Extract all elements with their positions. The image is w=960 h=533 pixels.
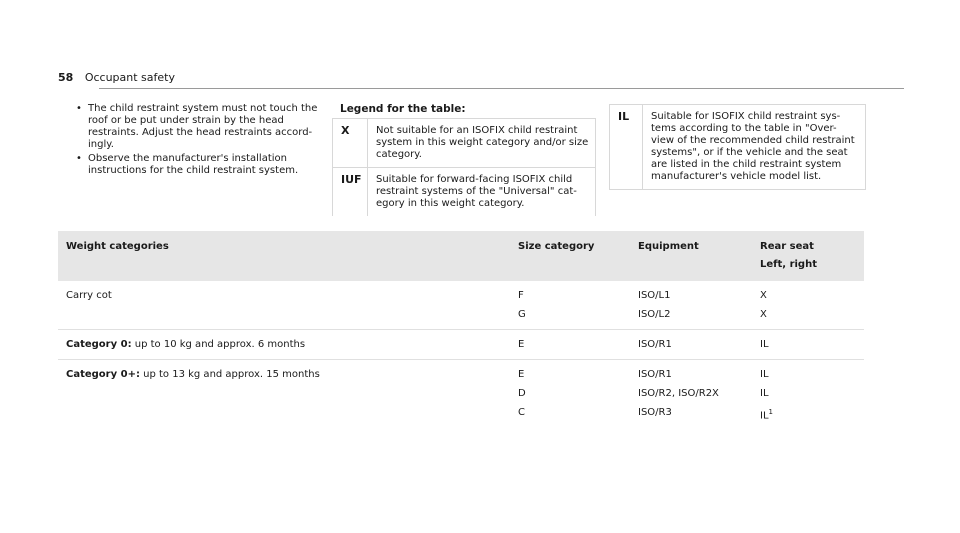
rear-value-text: IL xyxy=(760,369,769,380)
equipment-value-text: ISO/R2, ISO/R2X xyxy=(638,388,719,399)
weight-category-table xyxy=(58,231,864,430)
equipment-value-text: ISO/R1 xyxy=(638,339,672,350)
table-header-row xyxy=(58,231,864,281)
cell-rear xyxy=(752,281,864,330)
rear-value-text: IL xyxy=(760,339,769,350)
legend-description: Suitable for ISOFIX child restraint sys-tems according to the table in "Over-view of the recommended child restraint systems", or if the vehicle and the seat are listed in the child restraint system manufacturer's vehicle model list. xyxy=(651,111,855,182)
page-number: 58 xyxy=(58,71,74,84)
weight-category-text: up to 10 kg and approx. 6 months xyxy=(131,339,306,350)
equipment-value xyxy=(638,286,744,305)
size-value xyxy=(518,384,622,403)
size-value-text: F xyxy=(518,290,524,301)
size-value-text: E xyxy=(518,369,525,380)
rear-value xyxy=(760,365,856,384)
cell-equipment xyxy=(630,281,752,330)
cell-rear xyxy=(752,330,864,360)
rear-value xyxy=(760,305,856,324)
header-rule xyxy=(99,88,904,89)
section-title: Occupant safety xyxy=(84,71,175,84)
cell-rear xyxy=(752,360,864,431)
list-item xyxy=(76,103,326,151)
legend-description: Not suitable for an ISOFIX child restraint system in this weight category and/or size category. xyxy=(376,125,589,160)
size-value-text: D xyxy=(518,388,526,399)
weight-category-label: Category 0: xyxy=(66,339,132,350)
weight-category-text: up to 13 kg and approx. 15 months xyxy=(139,369,320,380)
rear-value xyxy=(760,335,856,354)
legend-code: X xyxy=(333,119,368,167)
size-value xyxy=(518,286,622,305)
equipment-value xyxy=(638,305,744,324)
cell-equipment xyxy=(630,330,752,360)
legend-title: Legend for the table: xyxy=(340,103,466,115)
legend-table-left xyxy=(332,118,596,216)
cell-size xyxy=(510,281,630,330)
rear-value-text: X xyxy=(760,290,767,301)
bullet-list xyxy=(76,103,326,179)
header-weight-categories: Weight categories xyxy=(58,231,510,281)
footnote-marker: 1 xyxy=(768,408,773,416)
table-row xyxy=(58,360,864,431)
header-equipment: Equipment xyxy=(630,231,752,281)
bullet-icon: • xyxy=(76,103,82,114)
cell-weight-category xyxy=(58,360,510,431)
legend-description: Suitable for forward-facing ISOFIX child restraint systems of the "Universal" cat-egory in this weight category. xyxy=(376,174,577,209)
rear-value xyxy=(760,403,856,425)
table-row xyxy=(58,330,864,360)
weight-category-text: Carry cot xyxy=(66,290,112,301)
legend-table-right xyxy=(609,104,866,190)
equipment-value-text: ISO/L1 xyxy=(638,290,671,301)
legend-code: IL xyxy=(610,105,643,189)
cell-weight-category xyxy=(58,330,510,360)
rear-value xyxy=(760,286,856,305)
cell-size xyxy=(510,330,630,360)
equipment-value xyxy=(638,365,744,384)
cell-size xyxy=(510,360,630,431)
legend-row xyxy=(610,105,865,189)
rear-value-text: IL xyxy=(760,410,769,422)
rear-value xyxy=(760,384,856,403)
header-rear-seat xyxy=(752,231,864,281)
equipment-value xyxy=(638,335,744,354)
table-row xyxy=(58,281,864,330)
equipment-value-text: ISO/R1 xyxy=(638,369,672,380)
page-header xyxy=(58,71,175,84)
header-rear-seat-label: Rear seat xyxy=(760,241,814,252)
bullet-text: Observe the manufacturer's installation instructions for the child restraint system. xyxy=(88,153,299,176)
equipment-value xyxy=(638,384,744,403)
size-value-text: C xyxy=(518,407,525,418)
rear-value-text: X xyxy=(760,309,767,320)
equipment-value-text: ISO/R3 xyxy=(638,407,672,418)
list-item xyxy=(76,153,326,177)
legend-row xyxy=(333,118,595,168)
rear-value-text: IL xyxy=(760,388,769,399)
size-value-text: G xyxy=(518,309,526,320)
size-value xyxy=(518,365,622,384)
equipment-value-text: ISO/L2 xyxy=(638,309,671,320)
legend-code: IUF xyxy=(333,168,368,216)
equipment-value xyxy=(638,403,744,422)
cell-equipment xyxy=(630,360,752,431)
header-rear-seat-sub: Left, right xyxy=(760,259,817,270)
table-body xyxy=(58,281,864,430)
cell-weight-category xyxy=(58,281,510,330)
legend-row xyxy=(333,168,595,216)
header-size-category: Size category xyxy=(510,231,630,281)
bullet-text: The child restraint system must not touch the roof or be put under strain by the head restraints. Adjust the head restraints accord-ingly. xyxy=(88,103,318,150)
size-value xyxy=(518,335,622,354)
size-value xyxy=(518,305,622,324)
size-value xyxy=(518,403,622,422)
size-value-text: E xyxy=(518,339,525,350)
bullet-icon: • xyxy=(76,153,82,164)
weight-category-label: Category 0+: xyxy=(66,369,140,380)
